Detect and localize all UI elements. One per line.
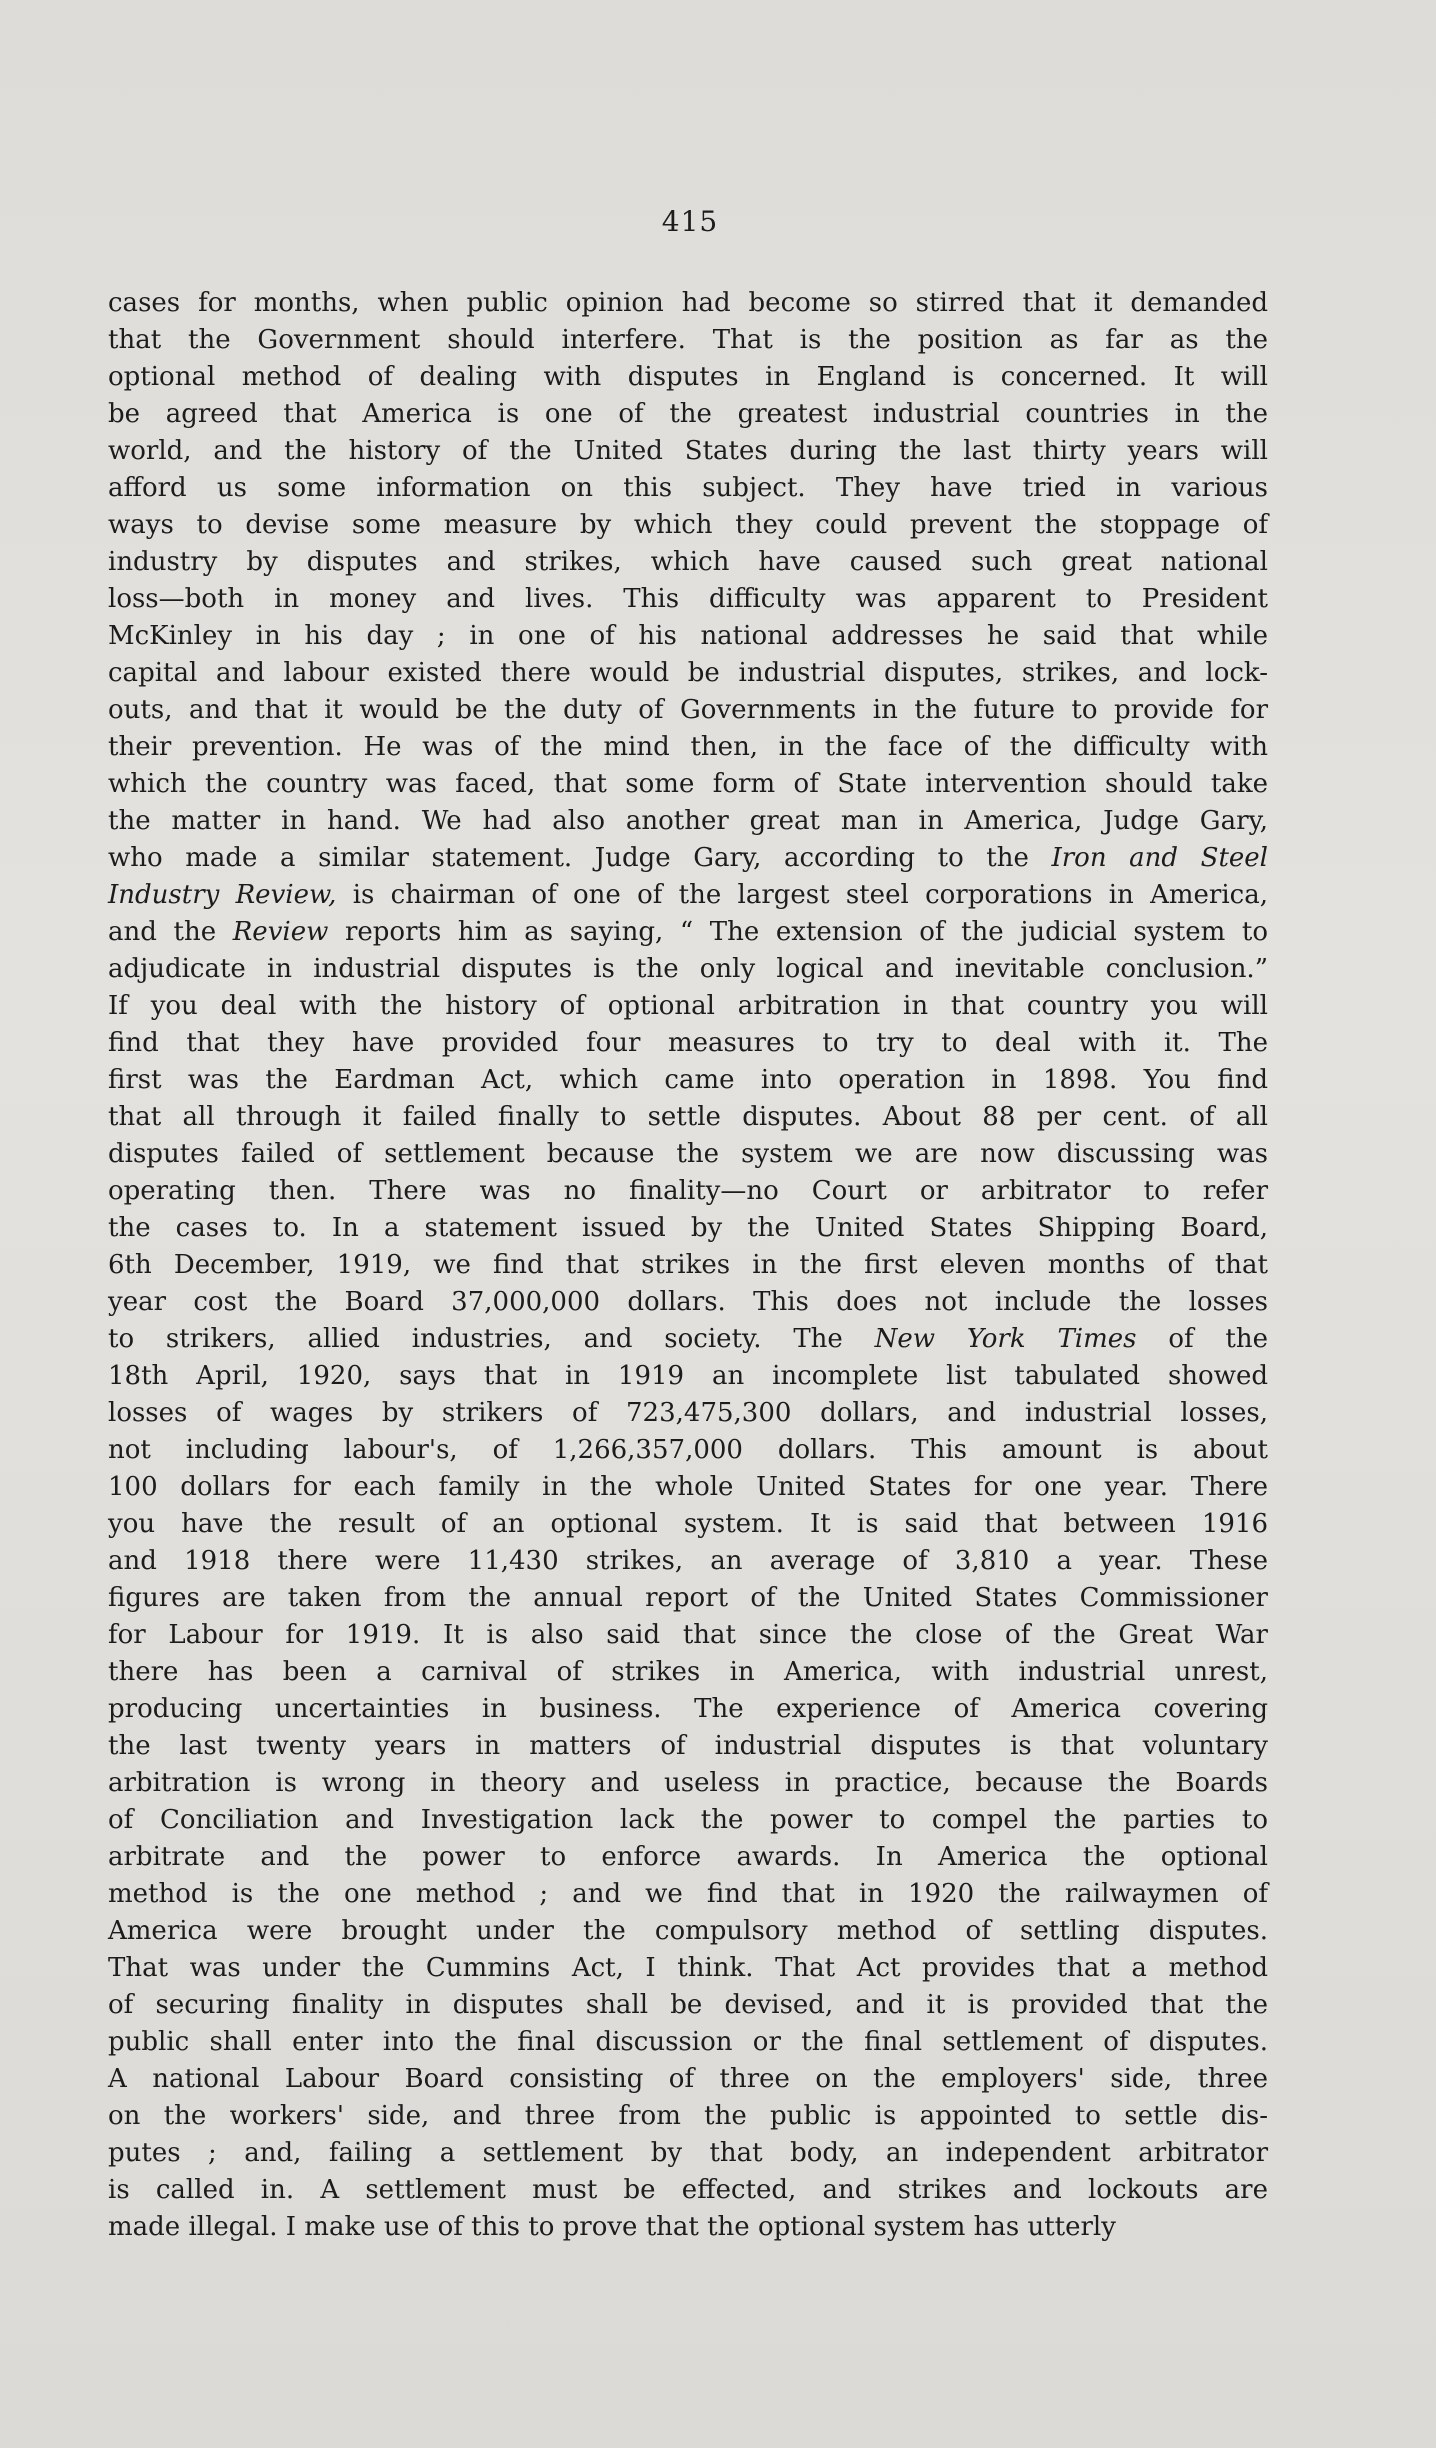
body-text — [108, 285, 1268, 2246]
text-line: is called in. A settlement must be effected, and strikes and lockouts are — [108, 2175, 1268, 2205]
page-number: 415 — [661, 205, 719, 238]
text-line: A national Labour Board consisting of three on the employers' side, three — [108, 2064, 1268, 2094]
text-line: of Conciliation and Investigation lack the power to compel the parties to — [108, 1805, 1268, 1835]
text-line: for Labour for 1919. It is also said that since the close of the Great War — [108, 1620, 1268, 1650]
text-line: year cost the Board 37,000,000 dollars. This does not include the losses — [108, 1287, 1268, 1317]
text-line: be agreed that America is one of the greatest industrial countries in the — [108, 399, 1268, 429]
text-line: That was under the Cummins Act, I think. That Act provides that a method — [108, 1953, 1268, 1983]
text-line: producing uncertainties in business. The experience of America covering — [108, 1694, 1268, 1724]
text-line: there has been a carnival of strikes in America, with industrial unrest, — [108, 1657, 1268, 1687]
text-line: and the Review reports him as saying, “ The extension of the judicial system to — [108, 917, 1268, 947]
text-line: arbitrate and the power to enforce awards. In America the optional — [108, 1842, 1268, 1872]
text-line: first was the Eardman Act, which came into operation in 1898. You find — [108, 1065, 1268, 1095]
text-line: adjudicate in industrial disputes is the only logical and inevitable conclusion.” — [108, 954, 1268, 984]
text-line: afford us some information on this subject. They have tried in various — [108, 473, 1268, 503]
text-line: operating then. There was no finality—no Court or arbitrator to refer — [108, 1176, 1268, 1206]
text-line: find that they have provided four measures to try to deal with it. The — [108, 1028, 1268, 1058]
text-line: who made a similar statement. Judge Gary, according to the Iron and Steel — [108, 843, 1268, 873]
text-line: the matter in hand. We had also another great man in America, Judge Gary, — [108, 806, 1268, 836]
text-line: losses of wages by strikers of 723,475,300 dollars, and industrial losses, — [108, 1398, 1268, 1428]
text-line: of securing finality in disputes shall be devised, and it is provided that the — [108, 1990, 1268, 2020]
text-line: made illegal. I make use of this to prove that the optional system has utterly — [108, 2212, 1116, 2242]
text-line: which the country was faced, that some form of State intervention should take — [108, 769, 1268, 799]
text-line: putes ; and, failing a settlement by that body, an independent arbitrator — [108, 2138, 1268, 2168]
text-line: 6th December, 1919, we find that strikes in the first eleven months of that — [108, 1250, 1268, 1280]
text-line: McKinley in his day ; in one of his national addresses he said that while — [108, 621, 1268, 651]
text-line: industry by disputes and strikes, which have caused such great national — [108, 547, 1268, 577]
text-line: 18th April, 1920, says that in 1919 an incomplete list tabulated showed — [108, 1361, 1268, 1391]
text-line: capital and labour existed there would be industrial disputes, strikes, and lock- — [108, 658, 1268, 688]
text-line: the cases to. In a statement issued by the United States Shipping Board, — [108, 1213, 1268, 1243]
text-line: and 1918 there were 11,430 strikes, an average of 3,810 a year. These — [108, 1546, 1268, 1576]
text-line: the last twenty years in matters of industrial disputes is that voluntary — [108, 1731, 1268, 1761]
text-line: optional method of dealing with disputes in England is concerned. It will — [108, 362, 1268, 392]
text-line: ways to devise some measure by which they could prevent the stoppage of — [108, 510, 1268, 540]
text-line: figures are taken from the annual report of the United States Commissioner — [108, 1583, 1268, 1613]
text-line: world, and the history of the United States during the last thirty years will — [108, 436, 1268, 466]
text-line: loss—both in money and lives. This difficulty was apparent to President — [108, 584, 1268, 614]
text-line: method is the one method ; and we find that in 1920 the railwaymen of — [108, 1879, 1268, 1909]
text-line: to strikers, allied industries, and society. The New York Times of the — [108, 1324, 1269, 1354]
text-line: outs, and that it would be the duty of Governments in the future to provide for — [108, 695, 1268, 725]
text-line: that all through it failed finally to settle disputes. About 88 per cent. of all — [108, 1102, 1268, 1132]
text-line: If you deal with the history of optional arbitration in that country you will — [108, 991, 1268, 1021]
text-line: America were brought under the compulsory method of settling disputes. — [108, 1916, 1268, 1946]
text-line: you have the result of an optional system. It is said that between 1916 — [108, 1509, 1268, 1539]
text-line: not including labour's, of 1,266,357,000 dollars. This amount is about — [108, 1435, 1268, 1465]
text-line: 100 dollars for each family in the whole United States for one year. There — [108, 1472, 1268, 1502]
text-line: public shall enter into the final discussion or the final settlement of disputes. — [108, 2027, 1268, 2057]
text-line: cases for months, when public opinion had become so stirred that it demanded — [108, 288, 1268, 318]
text-line: disputes failed of settlement because the system we are now discussing was — [108, 1139, 1268, 1169]
text-line: Industry Review, is chairman of one of the largest steel corporations in America, — [108, 880, 1268, 910]
text-line: that the Government should interfere. That is the position as far as the — [108, 325, 1268, 355]
text-line: their prevention. He was of the mind then, in the face of the difficulty with — [108, 732, 1268, 762]
text-line: arbitration is wrong in theory and useless in practice, because the Boards — [108, 1768, 1268, 1798]
text-line: on the workers' side, and three from the public is appointed to settle dis- — [108, 2101, 1268, 2131]
